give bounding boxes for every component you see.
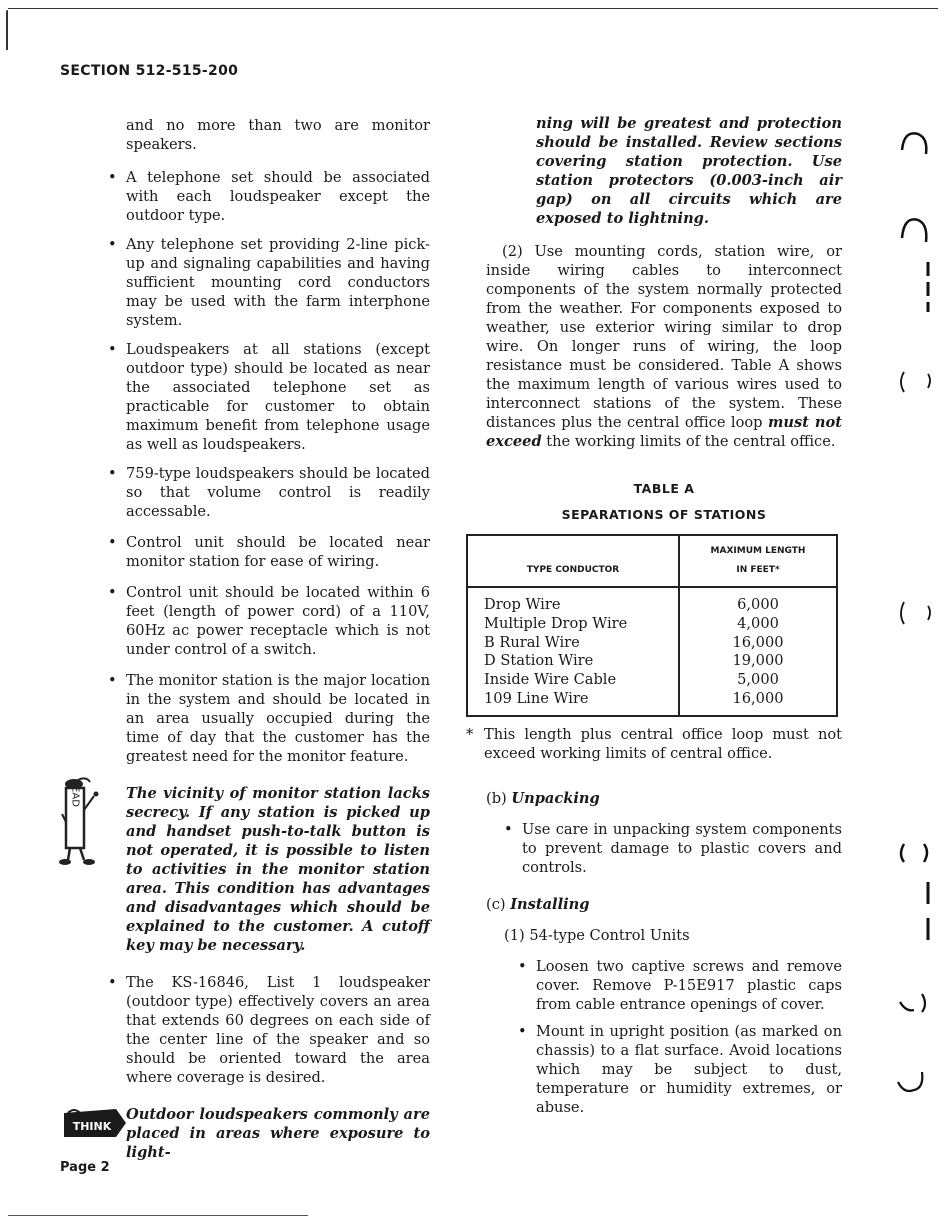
think-note-start: Outdoor loudspeakers commonly are placed in areas where exposure to light- (126, 1106, 430, 1161)
section-header: SECTION 512-515-200 (60, 63, 239, 79)
table-cell-length: 16,000 (732, 633, 784, 651)
table-cell-length: 5,000 (737, 671, 779, 689)
item-2-text-end: the working limits of the central office. (546, 433, 836, 450)
table-row (467, 587, 837, 615)
bullet-item: • Control unit should be located within 6 feet (length of power cord) of a 110V, 60Hz ac power receptacle which is not under control of a switch. (108, 583, 430, 659)
page-number: Page 2 (60, 1160, 110, 1175)
table-cell-type: 109 Line Wire (467, 690, 679, 716)
bullet-item: • Control unit should be located near monitor station for ease of wiring. (108, 533, 430, 571)
bullet-item: • Mount in upright position (as marked on chassis) to a flat surface. Avoid locations which may be subject to dust, temperature or humidity extremes, or abuse. (518, 1022, 842, 1117)
table-cell-length: 19,000 (732, 652, 784, 670)
table-title: TABLE A (633, 481, 695, 496)
bullet-item: • The monitor station is the major location in the system and should be located in an area usually occupied during the time of day that the customer has the greatest need for the monitor feature. (108, 671, 430, 766)
item-2-emphasis: must not exceed (486, 414, 842, 450)
left-column (69, 116, 430, 1162)
right-column (466, 114, 842, 1117)
installing-heading: (c) Installing (486, 895, 590, 913)
read-sign-icon (56, 774, 112, 870)
think-note-end: ning will be greatest and protection should be installed. Review sections covering station protection. Use station protectors (0.003-inch air gap) on all circuits which are exposed to lightning. (536, 115, 842, 227)
footnote-text: This length plus central office loop must not exceed working limits of central office. (484, 725, 842, 762)
bullet-item: • The KS-16846, List 1 loudspeaker (outdoor type) effectively covers an area that extends 60 degrees on each side of the center line of the speaker and so should be oriented toward the area where coverage is desired. (108, 973, 430, 1087)
item-2-paragraph (486, 242, 842, 451)
table-row (467, 615, 837, 634)
table-cell-type: Inside Wire Cable (467, 671, 679, 690)
footnote-marker: * (466, 725, 474, 743)
table-row (467, 634, 837, 653)
table-row (467, 690, 837, 716)
table-cell-length: 6,000 (737, 596, 779, 613)
bullet-item: • Use care in unpacking system components to prevent damage to plastic covers and controls. (504, 820, 842, 877)
unpacking-heading: (b) Unpacking (486, 789, 600, 807)
table-subtitle: SEPARATIONS OF STATIONS (561, 507, 767, 522)
bullet-item: • A telephone set should be associated with each loudspeaker except the outdoor type. (108, 168, 430, 225)
table-footnote (466, 725, 842, 763)
page-frame-top (8, 8, 938, 9)
read-note-block (69, 779, 430, 955)
read-note-text: The vicinity of monitor station lacks secrecy. If any station is picked up and handset push-to-talk button is not operated, it is possible to listen to activities in the monitor station area. This condition has advantages and disadvantages which should be explained to the customer. A cutoff key may be necessary. (126, 785, 430, 954)
think-sign-icon (62, 1107, 128, 1141)
bullet-item: • Loudspeakers at all stations (except outdoor type) should be located as near the associated telephone set as practicable for customer to obtain maximum benefit from telephone usage as well as loudspeakers. (108, 340, 430, 454)
bullet-item: • Any telephone set providing 2-line pick-up and signaling capabilities and having sufficient mounting cord conductors may be used with the farm interphone system. (108, 235, 430, 330)
table-header-length: MAXIMUM LENGTH IN FEET* (679, 535, 837, 587)
read-sign-label: READ (69, 779, 81, 807)
table-header-type: TYPE CONDUCTOR (467, 535, 679, 587)
table-row (467, 671, 837, 690)
page-frame-bottom (8, 1215, 308, 1216)
think-note-block (72, 1105, 430, 1162)
table-cell-type: B Rural Wire (467, 634, 679, 653)
margin-hole-marks (890, 120, 950, 1120)
bullet-item: • 759-type loudspeakers should be located so that volume control is readily accessable. (108, 464, 430, 521)
table-cell-length: 16,000 (732, 689, 784, 707)
separations-table (466, 534, 838, 717)
control-units-heading: (1) 54-type Control Units (504, 926, 690, 944)
table-cell-type: Multiple Drop Wire (467, 615, 679, 634)
table-row (467, 652, 837, 671)
page-frame-left (6, 10, 8, 50)
table-cell-length: 4,000 (737, 614, 779, 632)
item-2-number: (2) (502, 243, 523, 260)
item-2-text: Use mounting cords, station wire, or inside wiring cables to interconnect components of the system normally protected from the weather. For components exposed to weather, use exterior wiring similar to drop wire. On longer runs of wiring, the loop resistance must be considered. Table A shows the maximum length of various wires used to interconnect stations of the system. These distances plus the central office loop (486, 243, 842, 431)
table-cell-type: Drop Wire (467, 587, 679, 615)
installing-title: Installing (510, 895, 590, 913)
intro-continuation: and no more than two are monitor speakers. (126, 117, 430, 153)
bullet-item: • Loosen two captive screws and remove cover. Remove P-15E917 plastic caps from cable entrance openings of cover. (518, 957, 842, 1014)
think-sign-label: THINK (72, 1120, 112, 1133)
unpacking-title: Unpacking (511, 789, 600, 807)
table-cell-type: D Station Wire (467, 652, 679, 671)
control-units-title: 54-type Control Units (529, 926, 690, 944)
